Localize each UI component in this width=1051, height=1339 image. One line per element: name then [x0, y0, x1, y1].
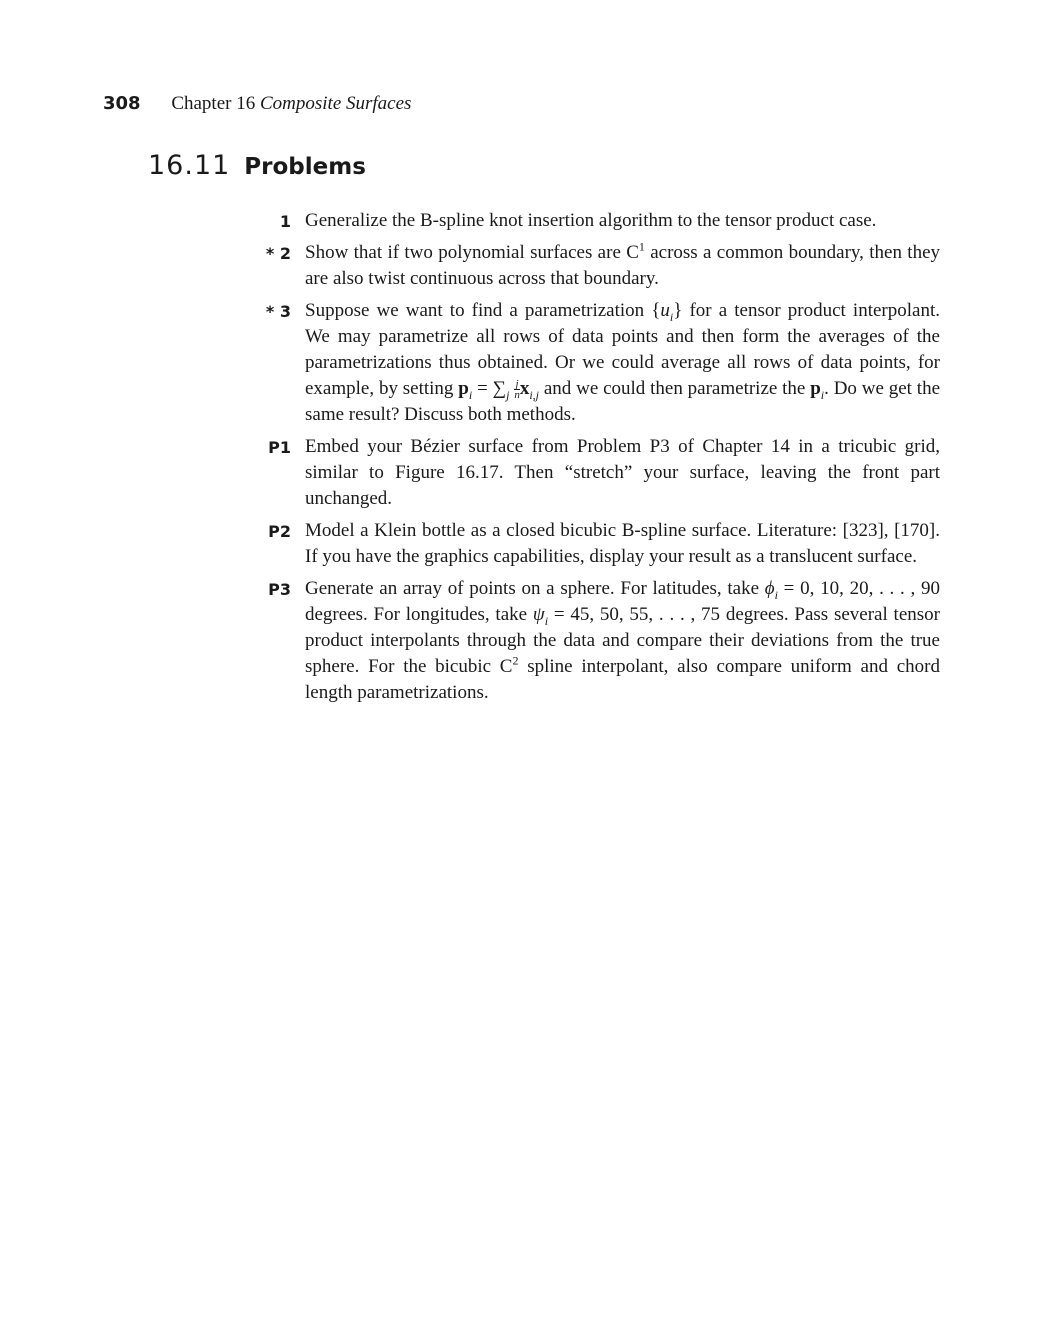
- section-title: Problems: [244, 154, 366, 180]
- problem-item: [240, 298, 940, 428]
- problem-text: Suppose we want to find a parametrization $\{u_i\}$ for a tensor product interpolant. We may parametrize all rows of data points and then form the averages of the parametrizations thus obtained. Or we could average all rows of data points, for example, by setting $p_i = \sum_j$ $\frac{j}{n}$ $x_{i,j}$ and we could then parametrize the $p_i$. Do we get the same result? Discuss both methods.: [305, 300, 941, 425]
- problem-item: [240, 576, 940, 706]
- problem-label: * 3: [265, 302, 291, 321]
- problem-text: Generalize the B-spline knot insertion algorithm to the tensor product case.: [305, 210, 877, 231]
- problem-item: [240, 434, 940, 512]
- problem-text: Generate an array of points on a sphere. For latitudes, take $\phi_i = 0$, 10, 20, . . . , 90 degrees. For longitudes, take $\psi_i = 45$, 50, 55, . . . , 75 degrees. Pass several tensor product interpolants through the data and compare their deviations from the true sphere. For the bicubic $C^2$ spline interpolant, also compare uniform and chord length parametrizations.: [305, 578, 940, 703]
- chapter-label: Chapter 16: [171, 93, 256, 114]
- fraction: $\frac{j}{n}$: [514, 378, 520, 402]
- problem-label: 1: [279, 212, 291, 231]
- problem-list: [240, 208, 940, 712]
- page-number: 308: [103, 93, 141, 114]
- problem-label: P3: [268, 580, 291, 599]
- problem-text: Model a Klein bottle as a closed bicubic B-spline surface. Literature: [323], [170]. If you have the graphics capabilities, display your result as a translucent surface.: [305, 520, 940, 567]
- chapter-title: Composite Surfaces: [259, 93, 412, 114]
- problem-label: P1: [268, 438, 291, 457]
- problem-item: [240, 208, 940, 234]
- section-heading: [148, 148, 366, 184]
- problem-text: Embed your Bézier surface from Problem P3 of Chapter 14 in a tricubic grid, similar to Figure 16.17. Then “stretch” your surface, leaving the front part unchanged.: [305, 436, 940, 509]
- problem-item: [240, 518, 940, 570]
- problem-label: P2: [268, 522, 291, 541]
- problem-item: [240, 240, 940, 292]
- running-head: [103, 92, 411, 116]
- problem-label: * 2: [265, 244, 291, 263]
- section-number: 16.11: [148, 150, 231, 181]
- problem-text: Show that if two polynomial surfaces are $C^1$ across a common boundary, then they are also twist continuous across that boundary.: [305, 239, 941, 289]
